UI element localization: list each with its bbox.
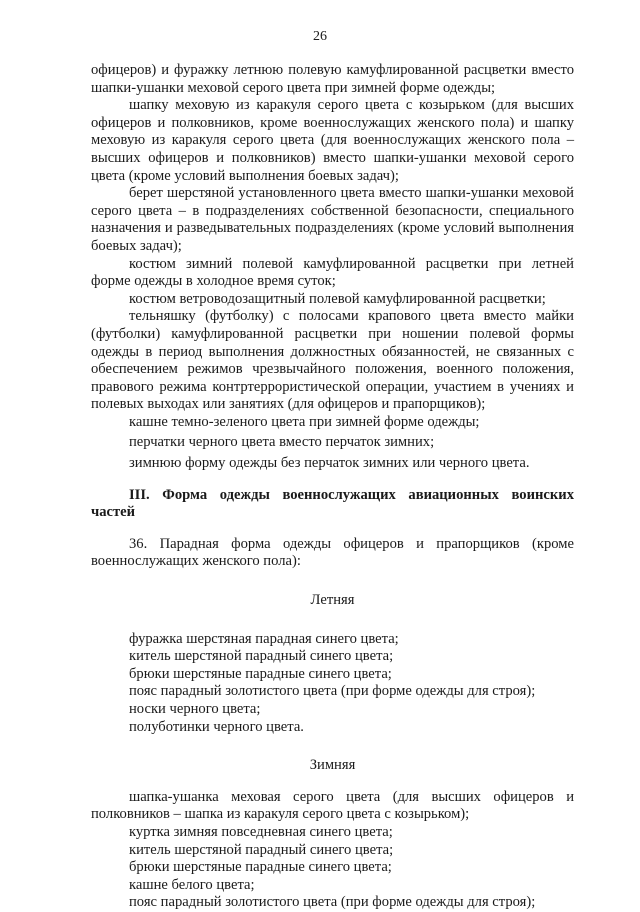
list-item: фуражка шерстяная парадная синего цвета;: [129, 630, 399, 647]
summer-list: [91, 631, 574, 737]
clause-36: 36. Парадная форма одежды офицеров и прапорщиков (кроме военнослужащих женского пола):: [91, 535, 574, 570]
list-item: китель шерстяной парадный синего цвета;: [129, 648, 394, 665]
page-number: 26: [313, 29, 327, 44]
list-item: брюки шерстяные парадные синего цвета;: [129, 859, 392, 876]
paragraph: тельняшку (футболку) с полосами крапового цвета вместо майки (футболки) камуфлированной расцветки при ношении полевой формы одежды в период выполнения должностных обязанностей, не связанных с обеспечением режимов чрезвычайного положения, военного положения, правового режима контртеррористической операции, участием в учениях и полевых выходах или занятиях (для офицеров и прапорщиков);: [91, 308, 574, 413]
paragraph: зимнюю форму одежды без перчаток зимних или черного цвета.: [129, 455, 530, 472]
list-item: китель шерстяной парадный синего цвета;: [129, 841, 394, 858]
list-item: куртка зимняя повседневная синего цвета;: [129, 823, 393, 840]
paragraph: берет шерстяной установленного цвета вместо шапки-ушанки меховой серого цвета – в подразделениях собственной безопасности, специального назначения и разведывательных подразделениях (кроме условий выполнения боевых задач);: [91, 185, 574, 254]
paragraph: шапку меховую из каракуля серого цвета с козырьком (для высших офицеров и полковников, кроме военнослужащих женского пола) и шапку меховую из каракуля серого цвета (для военнослужащих женского пола – высших офицеров и полковников) вместо шапки-ушанки меховой серого цвета (кроме условий выполнения боевых задач);: [91, 97, 574, 184]
list-item: пояс парадный золотистого цвета (при форме одежды для строя);: [129, 683, 536, 700]
list-item: шапка-ушанка меховая серого цвета (для высших офицеров и полковников – шапка из каракуля серого цвета с козырьком);: [91, 788, 574, 823]
list-item: полуботинки черного цвета.: [129, 718, 304, 735]
paragraph: костюм зимний полевой камуфлированной расцветки при летней форме одежды в холодное время суток;: [91, 255, 574, 290]
paragraph: кашне темно-зеленого цвета при зимней форме одежды;: [129, 413, 480, 430]
document-body: [91, 62, 574, 912]
paragraph: офицеров) и фуражку летнюю полевую камуфлированной расцветки вместо шапки-ушанки меховой серого цвета при зимней форме одежды;: [91, 62, 574, 96]
paragraph: перчатки черного цвета вместо перчаток зимних;: [129, 434, 435, 451]
paragraph: костюм ветроводозащитный полевой камуфлированной расцветки;: [129, 290, 546, 307]
list-item: носки черного цвета;: [129, 701, 261, 717]
winter-title: Зимняя: [309, 757, 356, 774]
list-item: брюки шерстяные парадные синего цвета;: [129, 665, 392, 682]
list-item: кашне белого цвета;: [129, 876, 255, 893]
section-heading: III. Форма одежды военнослужащих авиационных воинских частей: [91, 486, 574, 521]
list-item: пояс парадный золотистого цвета (при форме одежды для строя);: [129, 894, 536, 911]
summer-title: Летняя: [310, 592, 355, 609]
